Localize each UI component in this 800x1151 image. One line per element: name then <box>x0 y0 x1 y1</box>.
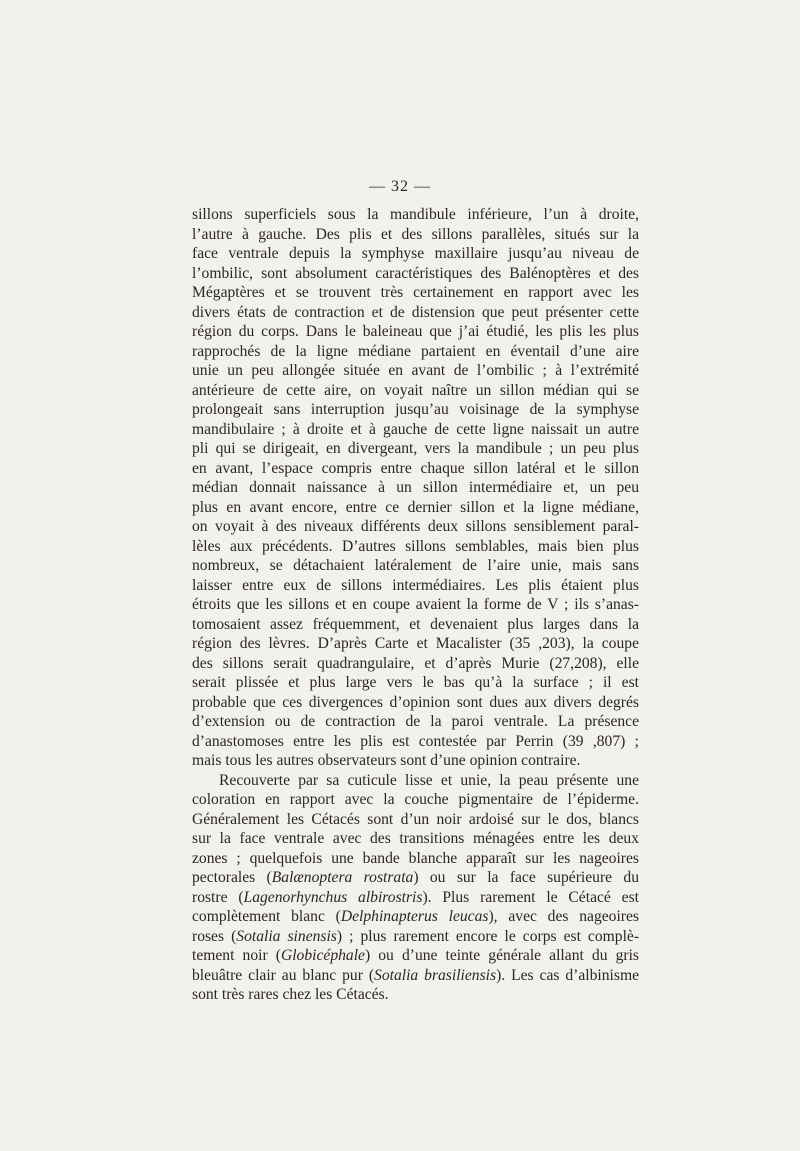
text-run: pectorales ( <box>192 869 272 886</box>
text-line: nombreux, se détachaient latéralement de l’aire unie, mais sans <box>192 557 639 574</box>
text-line: unie un peu allongée située en avant de l’ombilic ; à l’extrémité <box>192 362 639 379</box>
text-run: ) ; plus rarement encore le corps est complè- <box>336 927 640 945</box>
text-line: région du corps. Dans le baleineau que j’ai étudié, les plis les plus <box>192 323 639 340</box>
species-name: Balænoptera rostrata <box>271 869 414 886</box>
text-line: serait plissée et plus large vers le bas qu’à la surface ; il est <box>192 674 639 691</box>
text-run: ). Plus rarement le Cétacé est <box>422 888 639 906</box>
text-run: bleuâtre clair au blanc pur ( <box>192 966 375 984</box>
text-line: divers états de contraction et de distension que peut présenter cette <box>192 303 639 321</box>
text-line: antérieure de cette aire, on voyait naître un sillon médian qui se <box>192 381 639 399</box>
text-line: pli qui se dirigeait, en divergeant, vers la mandibule ; un peu plus <box>192 440 639 457</box>
text-line <box>192 888 639 908</box>
species-name: Lagenorhynchus albirostris <box>243 888 423 906</box>
text-line: région des lèvres. D’après Carte et Macalister (35 ,203), la coupe <box>192 635 639 652</box>
text-line: rapprochés de la ligne médiane partaient en éventail d’une aire <box>192 342 639 360</box>
text-line: d’anastomoses entre les plis est contestée par Perrin (39 ,807) ; <box>192 732 639 750</box>
text-line: l’ombilic, sont absolument caractéristiques des Balénoptères et des <box>192 264 639 282</box>
paragraph-2 <box>192 771 639 1005</box>
text-line: mandibulaire ; à droite et à gauche de cette ligne naissait un autre <box>192 420 639 438</box>
page-number: — 32 — <box>369 178 431 195</box>
text-line: mais tous les autres observateurs sont d’une opinion contraire. <box>192 752 581 769</box>
text-line: Généralement les Cétacés sont d’un noir ardoisé sur le dos, blancs <box>192 810 639 828</box>
text-line: prolongeait sans interruption jusqu’au voisinage de la symphyse <box>192 401 639 418</box>
text-line: probable que ces divergences d’opinion sont dues aux divers degrés <box>192 693 639 711</box>
text-line: coloration en rapport avec la couche pigmentaire de l’épiderme. <box>192 791 639 808</box>
text-line: sillons superficiels sous la mandibule inférieure, l’un à droite, <box>192 206 639 223</box>
text-line: laisser entre eux de sillons intermédiaires. Les plis étaient plus <box>192 576 639 594</box>
text-line: face ventrale depuis la symphyse maxillaire jusqu’au niveau de <box>192 245 639 262</box>
species-name: Sotalia sinensis <box>236 927 337 945</box>
text-line: sont très rares chez les Cétacés. <box>192 986 389 1003</box>
text-line: zones ; quelquefois une bande blanche apparaît sur les nageoires <box>192 849 639 867</box>
species-name: Globicéphale <box>280 947 365 964</box>
text-run: ) ou d’une teinte générale allant du gris <box>364 947 639 964</box>
paragraph-1 <box>192 205 639 771</box>
text-line: tomosaient assez fréquemment, et devenaient plus larges dans la <box>192 615 639 633</box>
text-run: ). Les cas d’albinisme <box>496 966 639 984</box>
text-line: étroits que les sillons et en coupe avaient la forme de V ; ils s’anas- <box>192 596 639 613</box>
text-line: des sillons serait quadrangulaire, et d’après Murie (27,208), elle <box>192 654 639 672</box>
text-run: rostre ( <box>192 888 244 906</box>
species-name: Delphinapterus leucas <box>340 908 489 925</box>
species-name: Sotalia brasiliensis <box>374 966 497 984</box>
text-run: tement noir ( <box>192 947 281 964</box>
text-line <box>192 907 639 927</box>
text-line: médian donnait naissance à un sillon intermédiaire et, un peu <box>192 479 639 496</box>
text-run: complètement blanc ( <box>192 908 341 925</box>
body-text <box>192 205 639 1005</box>
text-line <box>192 927 639 947</box>
text-line: sur la face ventrale avec des transitions ménagées entre les deux <box>192 830 639 847</box>
text-line: d’extension ou de contraction de la paroi ventrale. La présence <box>192 713 639 730</box>
text-line <box>192 946 639 966</box>
text-line: on voyait à des niveaux différents deux sillons sensiblement paral- <box>192 518 639 535</box>
text-line: plus en avant encore, entre ce dernier sillon et la ligne médiane, <box>192 498 639 516</box>
text-line: en avant, l’espace compris entre chaque sillon latéral et le sillon <box>192 459 639 477</box>
text-line <box>192 966 639 986</box>
text-run: roses ( <box>192 927 237 945</box>
text-line: lèles aux précédents. D’autres sillons semblables, mais bien plus <box>192 537 639 555</box>
text-line: Mégaptères et se trouvent très certainement en rapport avec les <box>192 284 639 301</box>
text-run: ), avec des nageoires <box>488 908 639 925</box>
text-line <box>192 868 639 888</box>
text-line: l’autre à gauche. Des plis et des sillons parallèles, situés sur la <box>192 225 639 243</box>
text-line: Recouverte par sa cuticule lisse et unie, la peau présente une <box>219 771 639 789</box>
text-run: ) ou sur la face supérieure du <box>413 869 639 886</box>
